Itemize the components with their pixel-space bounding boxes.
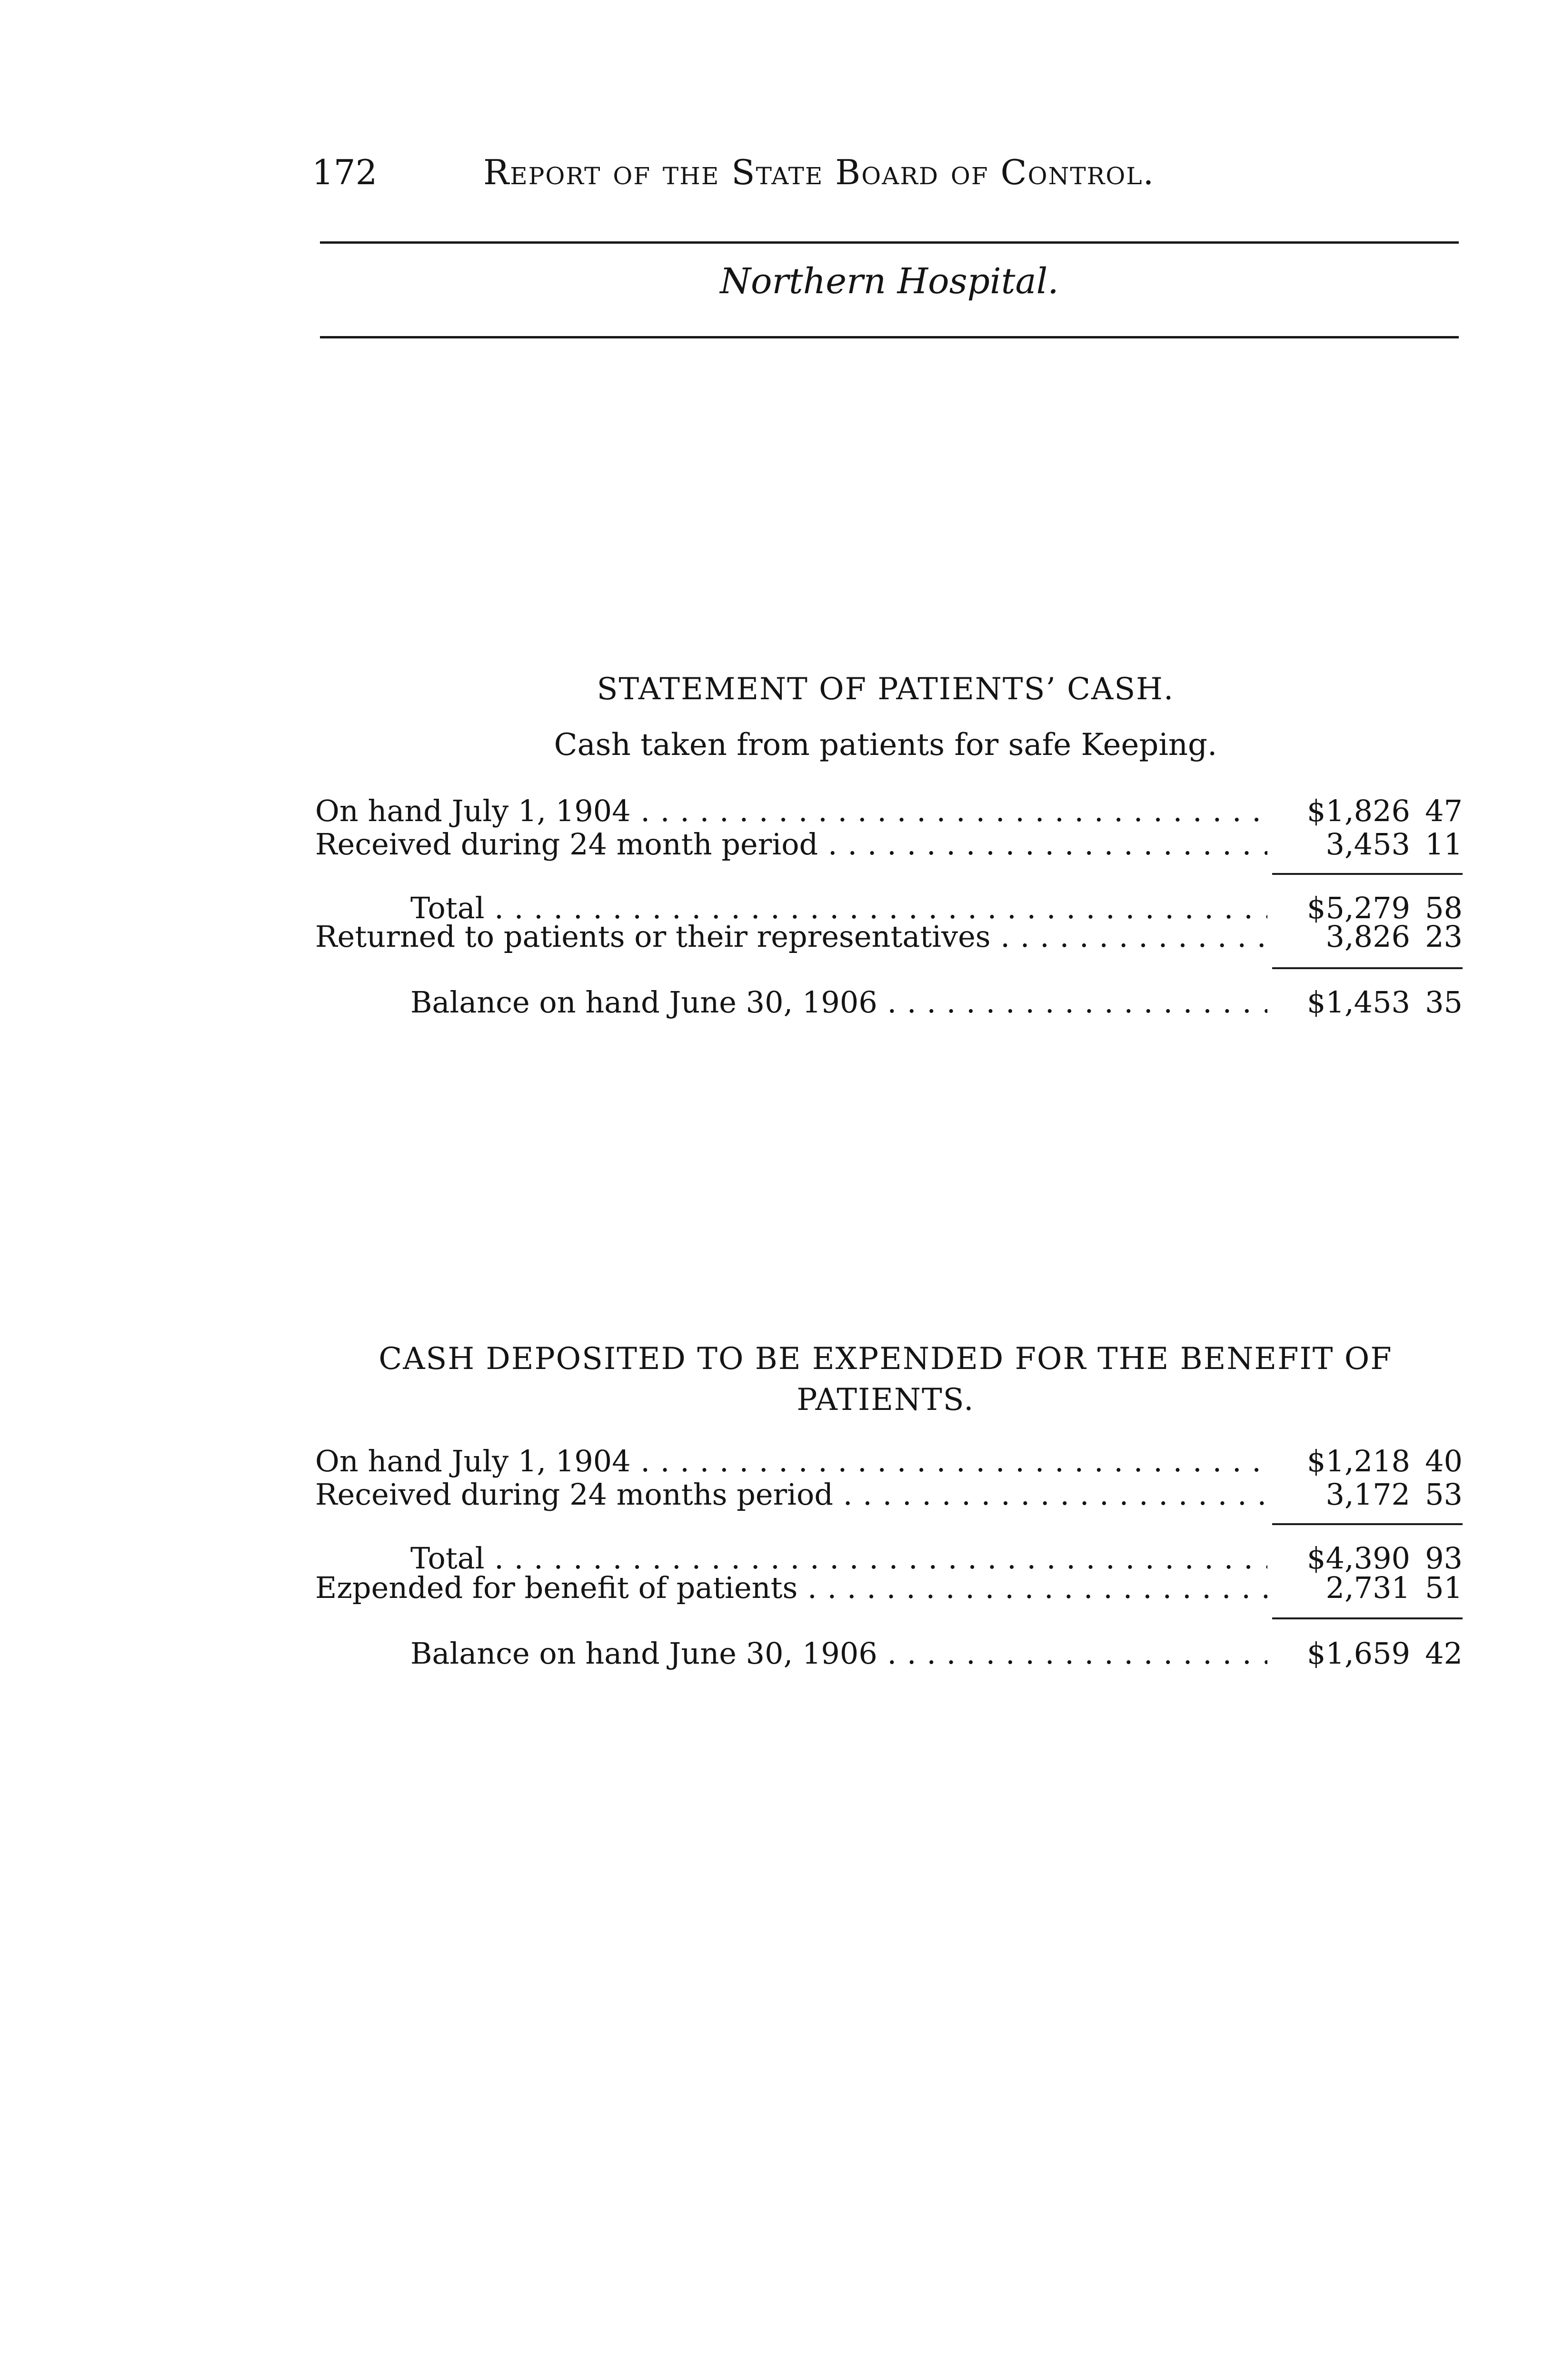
row-dollars: 3,826 bbox=[1325, 919, 1410, 954]
row-label: On hand July 1, 1904 . . . bbox=[315, 793, 1267, 829]
row-dollars: $4,390 bbox=[1307, 1541, 1410, 1576]
row-label: Total . . . bbox=[410, 890, 1267, 926]
ledger-row bbox=[315, 1443, 1463, 1479]
running-header bbox=[312, 152, 1454, 209]
sum-rule bbox=[1272, 1523, 1463, 1525]
row-cents: 51 bbox=[1425, 1570, 1463, 1605]
ledger-row bbox=[315, 1570, 1463, 1606]
row-dollars: $1,453 bbox=[1307, 985, 1410, 1020]
row-dollars: 2,731 bbox=[1325, 1570, 1410, 1605]
ledger-row bbox=[315, 793, 1463, 829]
ledger-row bbox=[315, 826, 1463, 863]
ledger-row-balance bbox=[315, 984, 1463, 1021]
row-label: Balance on hand June 30, 1906 . . . bbox=[410, 1636, 1267, 1672]
section1-subtitle: Cash taken from patients for safe Keeping. bbox=[554, 727, 1217, 763]
row-cents: 35 bbox=[1425, 985, 1463, 1020]
sum-rule bbox=[1272, 1617, 1463, 1619]
row-dollars: $1,826 bbox=[1307, 793, 1410, 828]
row-cents: 47 bbox=[1425, 793, 1463, 828]
header-rule-bottom bbox=[320, 336, 1459, 338]
row-label: Balance on hand June 30, 1906 . . . bbox=[410, 984, 1267, 1021]
row-label: Received during 24 months period . . . bbox=[315, 1477, 1267, 1513]
row-dollars: $1,218 bbox=[1307, 1444, 1410, 1478]
section2-title-line2: PATIENTS. bbox=[797, 1382, 975, 1418]
ledger-row-balance bbox=[315, 1636, 1463, 1672]
row-cents: 93 bbox=[1425, 1541, 1463, 1576]
ledger-row bbox=[315, 1477, 1463, 1513]
row-dollars: 3,453 bbox=[1325, 827, 1410, 862]
row-label: Returned to patients or their representatives . . . bbox=[315, 919, 1267, 955]
row-label: Received during 24 month period . . . bbox=[315, 826, 1267, 863]
section2-title-line1: CASH DEPOSITED TO BE EXPENDED FOR THE BENEFIT OF bbox=[379, 1341, 1393, 1377]
section2-title bbox=[314, 1339, 1457, 1420]
row-label: Total . . . bbox=[410, 1540, 1267, 1577]
ledger-row bbox=[315, 919, 1463, 955]
row-cents: 11 bbox=[1425, 827, 1463, 862]
institution-subtitle: Northern Hospital. bbox=[720, 261, 1059, 302]
row-dollars: $1,659 bbox=[1307, 1636, 1410, 1671]
running-title: Report of the State Board of Control. bbox=[483, 152, 1155, 192]
row-cents: 58 bbox=[1425, 891, 1463, 925]
row-cents: 42 bbox=[1425, 1636, 1463, 1671]
row-cents: 23 bbox=[1425, 919, 1463, 954]
header-rule-top bbox=[320, 241, 1459, 244]
sum-rule bbox=[1272, 873, 1463, 875]
row-cents: 40 bbox=[1425, 1444, 1463, 1478]
row-cents: 53 bbox=[1425, 1477, 1463, 1512]
page-number: 172 bbox=[312, 152, 378, 192]
row-label: On hand July 1, 1904 . . . bbox=[315, 1443, 1267, 1479]
section1-title: STATEMENT OF PATIENTS’ CASH. bbox=[597, 672, 1175, 707]
row-dollars: $5,279 bbox=[1307, 891, 1410, 925]
row-label: Ezpended for benefit of patients . . . bbox=[315, 1570, 1267, 1606]
row-dollars: 3,172 bbox=[1325, 1477, 1410, 1512]
sum-rule bbox=[1272, 967, 1463, 969]
